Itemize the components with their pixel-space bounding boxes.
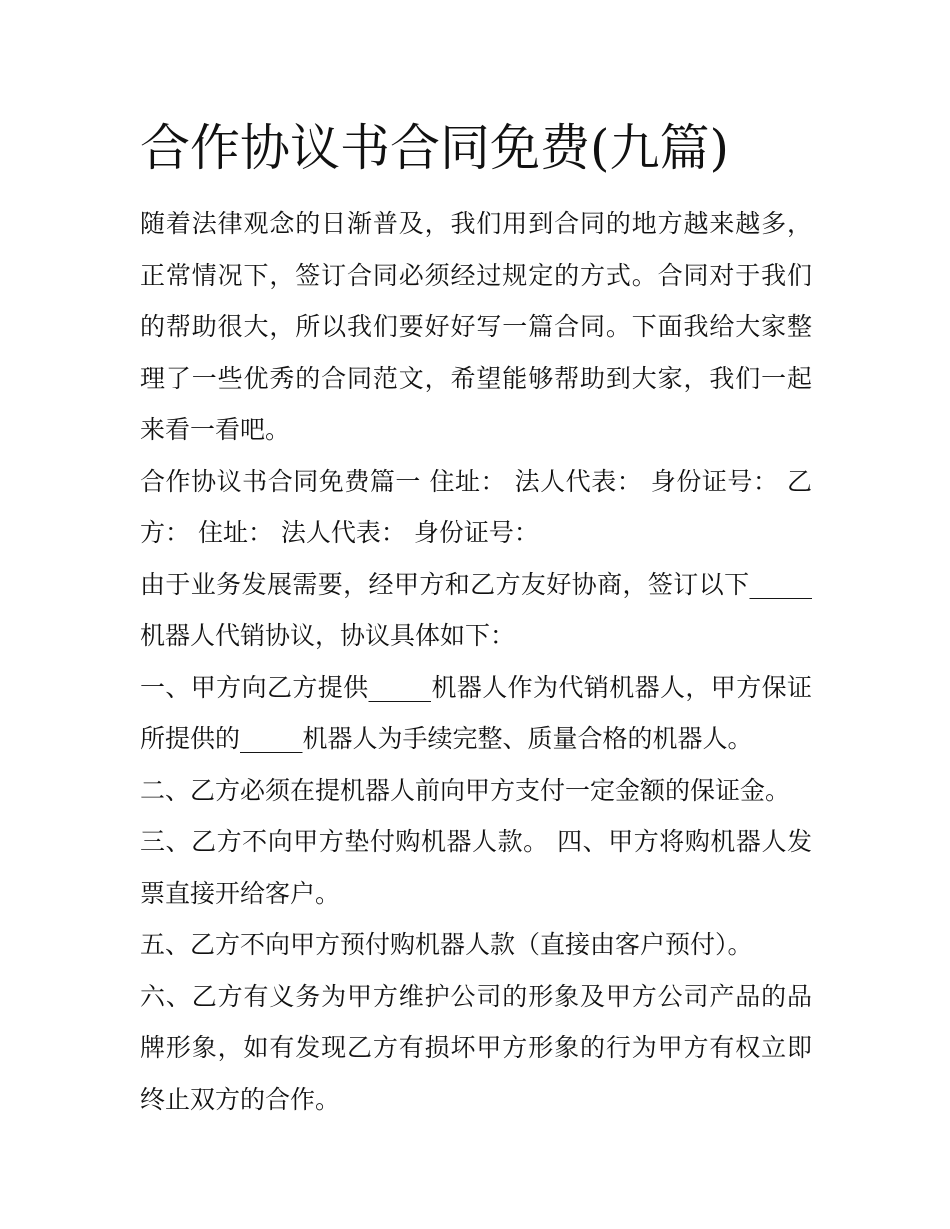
clause-1: 一、甲方向乙方提供_____机器人作为代销机器人，甲方保证所提供的_____机器人为手续完整、质量合格的机器人。 bbox=[140, 672, 812, 753]
party-info-paragraph: 合作协议书合同免费篇一 住址： 法人代表： 身份证号： 乙方： 住址： 法人代表： 身份证号： bbox=[140, 466, 812, 547]
document-body bbox=[140, 198, 812, 1125]
intro-paragraph: 随着法律观念的日渐普及，我们用到合同的地方越来越多，正常情况下，签订合同必须经过规定的方式。合同对于我们的帮助很大，所以我们要好好写一篇合同。下面我给大家整理了一些优秀的合同范文，希望能够帮助到大家，我们一起来看一看吧。 bbox=[140, 209, 812, 444]
document-title: 合作协议书合同免费(九篇) bbox=[140, 119, 730, 177]
clause-3-4: 三、乙方不向甲方垫付购机器人款。 四、甲方将购机器人发票直接开给客户。 bbox=[140, 827, 812, 908]
clause-2: 二、乙方必须在提机器人前向甲方支付一定金额的保证金。 bbox=[140, 775, 791, 805]
clause-6: 六、乙方有义务为甲方维护公司的形象及甲方公司产品的品牌形象，如有发现乙方有损坏甲方形象的行为甲方有权立即终止双方的合作。 bbox=[140, 981, 812, 1114]
agreement-preamble: 由于业务发展需要，经甲方和乙方友好协商，签订以下_____机器人代销协议，协议具体如下： bbox=[140, 569, 812, 650]
clause-5: 五、乙方不向甲方预付购机器人款（直接由客户预付）。 bbox=[140, 930, 753, 959]
document-content bbox=[140, 112, 812, 1125]
